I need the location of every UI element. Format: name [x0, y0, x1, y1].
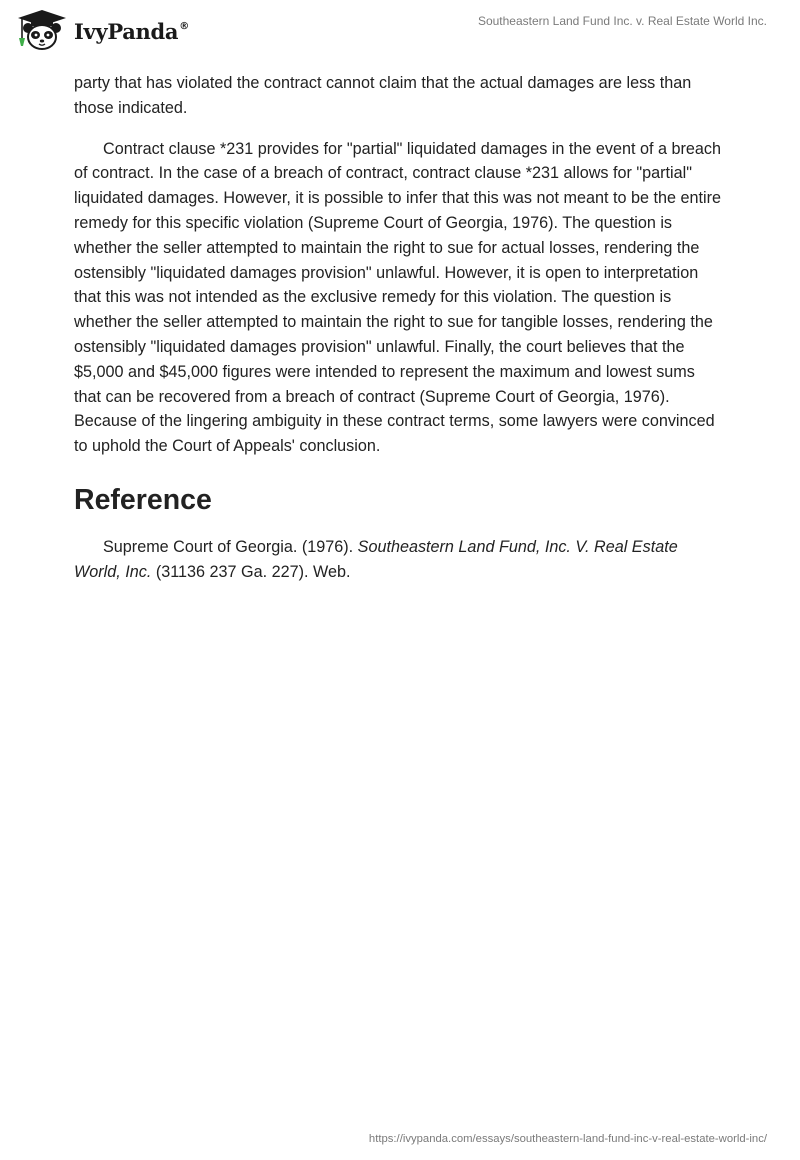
- reference-heading: Reference: [74, 483, 212, 516]
- panda-graduate-icon: [14, 8, 70, 52]
- brand-name: IvyPanda®: [74, 18, 189, 44]
- reference-author-year: Supreme Court of Georgia. (1976).: [103, 537, 358, 556]
- reference-case-title: Southeastern Land Fund, Inc. V. Real Estate World, Inc.: [74, 537, 678, 581]
- paragraph-contract-clause: Contract clause *231 provides for "partial" liquidated damages in the event of a breach of contract. In the case of a breach of contract, contract clause *231 allows for "partial" liquidated damages. However, it is possible to infer that this was not meant to be the entire remedy for this specific violation (Supreme Court of Georgia, 1976). The question is whether the seller attempted to maintain the right to sue for actual losses, rendering the ostensibly "liquidated damages provision" unlawful. However, it is open to interpretation that this was not intended as the exclusive remedy for this violation. The question is whether the seller attempted to maintain the right to sue for tangible losses, rendering the ostensibly "liquidated damages provision" unlawful. Finally, the court believes that the $5,000 and $45,000 figures were intended to represent the maximum and lowest sums that can be recovered from a breach of contract (Supreme Court of Georgia, 1976). Because of the lingering ambiguity in these contract terms, some lawyers were convinced to uphold the Court of Appeals' conclusion.: [74, 139, 721, 456]
- reference-entry: [74, 535, 724, 585]
- brand-logo[interactable]: [14, 8, 189, 52]
- paragraph-continuation: party that has violated the contract cannot claim that the actual damages are less than those indicated.: [74, 74, 692, 117]
- document-title: Southeastern Land Fund Inc. v. Real Estate World Inc.: [477, 14, 767, 28]
- footer-url[interactable]: https://ivypanda.com/essays/southeastern-land-fund-inc-v-real-estate-world-inc/: [368, 1133, 767, 1145]
- reference-citation-tail: (31136 237 Ga. 227). Web.: [151, 562, 351, 581]
- registered-mark: ®: [179, 20, 189, 32]
- essay-content: [74, 71, 724, 601]
